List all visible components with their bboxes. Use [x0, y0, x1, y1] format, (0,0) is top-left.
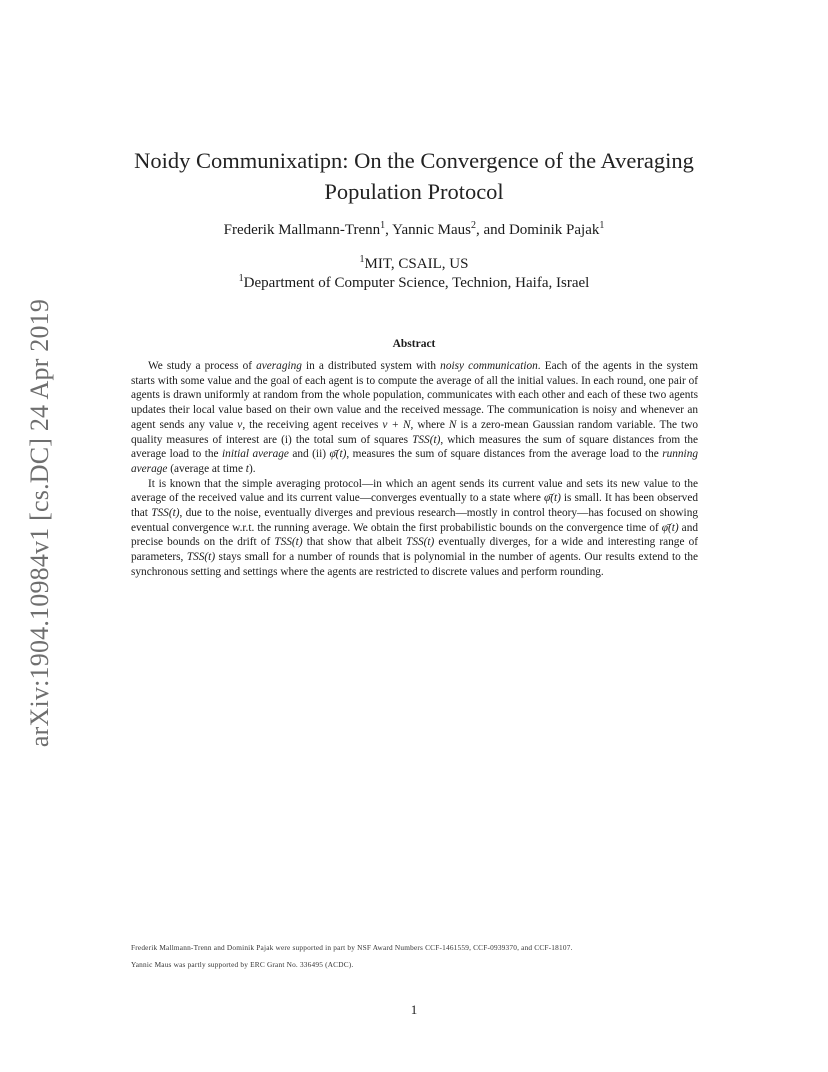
arxiv-identifier-stamp	[20, 285, 60, 760]
abstract-text: that show that albeit	[302, 536, 407, 549]
abstract-text: , which measures the sum of square distances from the average load to the	[131, 433, 698, 461]
math-expression: v	[237, 418, 243, 431]
math-expression: N	[448, 418, 457, 431]
math-expression: TSS(t)	[406, 536, 435, 549]
affiliation	[100, 254, 728, 274]
abstract-text: is a zero-mean Gaussian random variable. The two quality measures of interest are (i) the total sum of squares	[131, 418, 698, 446]
abstract-text: and precise bounds on the drift of	[131, 521, 698, 549]
abstract-heading: Abstract	[392, 338, 436, 350]
abstract-text: , due to the noise, eventually diverges and previous research—mostly in control theory—has focused on showing eventual convergence w.r.t. the running average. We obtain the first probabilistic bounds on the convergence time of	[131, 507, 698, 534]
math-expression: φ̄(t)	[661, 521, 679, 534]
abstract-text: , where	[410, 418, 449, 431]
footnotes	[131, 939, 731, 973]
author-affiliation-mark: 1	[599, 220, 605, 231]
abstract-text: and (ii)	[288, 448, 330, 461]
abstract-body	[131, 359, 698, 580]
paper-title-line-1: Noidy Communixatipn: On the Convergence of the Averaging	[134, 148, 694, 173]
abstract-text: ).	[248, 462, 256, 475]
footnote: Frederik Mallmann-Trenn and Dominik Pajak were supported in part by NSF Award Numbers CCF-1461559, CCF-0939370, and CCF-18107.	[131, 943, 573, 952]
abstract-paragraph	[131, 477, 698, 580]
math-expression: v + N	[382, 418, 411, 431]
affiliation	[100, 273, 728, 293]
author-separator: ,	[385, 222, 393, 238]
emphasis-text: noisy communication	[440, 360, 538, 372]
author-name: Frederik Mallmann-Trenn	[223, 222, 381, 238]
math-expression: TSS(t)	[186, 551, 216, 564]
affiliation-text: Department of Computer Science, Technion, Haifa, Israel	[243, 275, 590, 291]
abstract-text: It is known that the simple averaging protocol—in which an agent sends its current value and sets its new value to the average of the received value and its current value—converges eventually to a state where	[131, 477, 698, 505]
emphasis-text: averaging	[256, 360, 302, 372]
abstract-text: . Each of the agents in the system starts with some value and the goal of each agent is to compute the average of all the initial values. In each round, one pair of agents is drawn uniformly at random from the whole population, communicates with each other and each of these two agents updates their local value based on their own value and the received message. The communication is noisy and whenever an agent sends any value	[131, 360, 698, 431]
abstract-text: , measures the sum of square distances from the average load to the	[346, 448, 663, 461]
abstract-text: is small. It has been observed that	[131, 492, 698, 520]
math-expression: TSS(t)	[274, 536, 303, 549]
math-expression: TSS(t)	[412, 433, 441, 446]
abstract-text: in a distributed system with	[301, 360, 441, 372]
author-separator: , and	[476, 222, 509, 238]
emphasis-text: initial average	[222, 448, 289, 461]
footnote: Yannic Maus was partly supported by ERC Grant No. 336495 (ACDC).	[131, 960, 354, 969]
author-affiliation-mark: 1	[380, 220, 386, 231]
arxiv-identifier-text: arXiv:1904.10984v1 [cs.DC] 24 Apr 2019	[25, 298, 54, 747]
paper-title	[100, 145, 728, 207]
author-name: Dominik Pajak	[508, 222, 600, 238]
math-expression: t	[245, 462, 249, 475]
author-list	[100, 220, 728, 240]
abstract-text: , the receiving agent receives	[242, 418, 383, 431]
abstract-text: eventually diverges, for a wide and interesting range of parameters,	[131, 536, 698, 564]
author-affiliation-mark: 2	[471, 220, 477, 231]
page-number: 1	[410, 1002, 418, 1017]
emphasis-text: running average	[131, 448, 698, 475]
abstract-paragraph	[131, 359, 698, 477]
affiliation-mark: 1	[359, 254, 365, 265]
math-expression: TSS(t)	[151, 507, 180, 520]
paper-title-line-2: Population Protocol	[324, 179, 504, 204]
math-expression: φ̄(t)	[543, 492, 561, 505]
affiliation-mark: 1	[238, 273, 244, 284]
affiliation-text: MIT, CSAIL, US	[364, 256, 469, 272]
abstract-text: stays small for a number of rounds that is polynomial in the number of agents. Our results extend to the synchronous setting and settings where the agents are restricted to discrete values and perform rounding.	[131, 551, 698, 578]
abstract-text: (average at time	[167, 462, 246, 475]
abstract-text: We study a process of	[148, 360, 257, 372]
author-name: Yannic Maus	[392, 222, 472, 238]
math-expression: φ̄(t)	[329, 448, 347, 461]
